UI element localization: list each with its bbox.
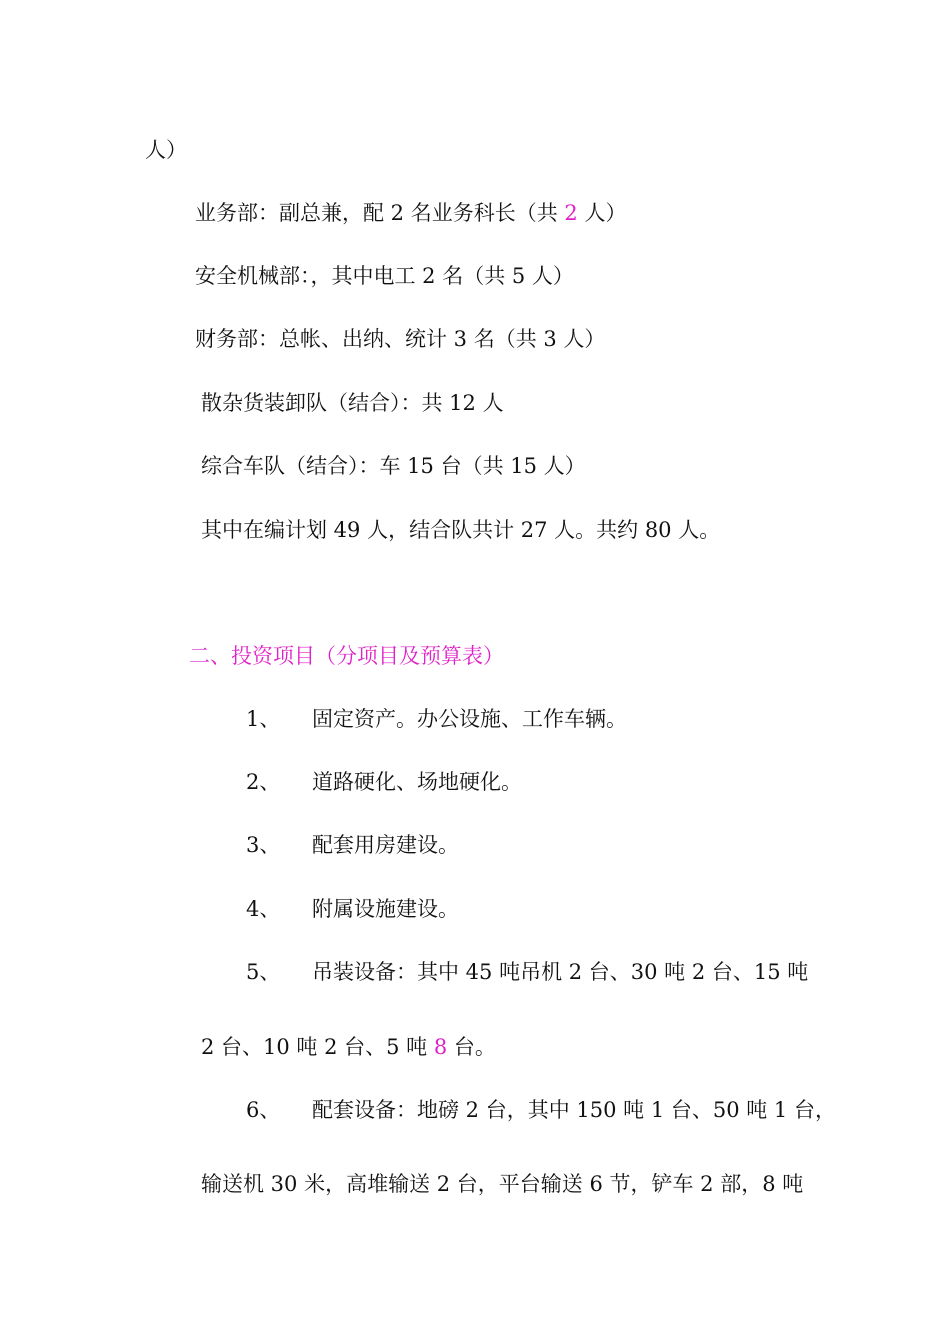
business-dept-line xyxy=(195,199,626,227)
list-item-text: 道路硬化、场地硬化。 xyxy=(312,770,522,794)
list-item-text: 吊装设备：其中 45 吨吊机 2 台、30 吨 2 台、15 吨 xyxy=(312,960,809,984)
continued-line xyxy=(145,136,187,164)
fleet-text: 综合车队（结合）：车 15 台（共 15 人） xyxy=(201,454,586,478)
list-item-continuation xyxy=(201,1033,496,1061)
section-heading xyxy=(189,642,504,670)
continued-text: 人） xyxy=(145,138,187,162)
list-item xyxy=(246,768,522,796)
list-item xyxy=(246,1096,836,1124)
list-item xyxy=(246,705,627,733)
list-item-number: 3、 xyxy=(246,833,281,857)
list-item-continuation xyxy=(201,1170,803,1198)
list-item-number: 4、 xyxy=(246,897,281,921)
staff-total-line xyxy=(201,516,720,544)
list-item xyxy=(246,958,808,986)
list-item-text: 固定资产。办公设施、工作车辆。 xyxy=(312,707,627,731)
staff-total-text: 其中在编计划 49 人，结合队共计 27 人。共约 80 人。 xyxy=(201,518,721,542)
list-item-text: 配套设备：地磅 2 台，其中 150 吨 1 台、50 吨 1 台， xyxy=(312,1098,836,1122)
section-heading-text: 二、投资项目（分项目及预算表） xyxy=(189,644,504,668)
fleet-line xyxy=(201,452,586,480)
list-item-text: 配套用房建设。 xyxy=(312,833,459,857)
list-item-number: 1、 xyxy=(246,707,281,731)
finance-dept-text: 财务部：总帐、出纳、统计 3 名（共 3 人） xyxy=(195,327,606,351)
item5-cont-count: 8 xyxy=(433,1035,448,1059)
list-item-number: 2、 xyxy=(246,770,281,794)
business-dept-text: 业务部：副总兼，配 2 名业务科长（共 xyxy=(195,201,565,225)
list-item-number: 5、 xyxy=(246,960,281,984)
loading-team-line xyxy=(201,389,504,417)
business-dept-count: 2 xyxy=(564,201,578,225)
safety-dept-line xyxy=(195,262,574,290)
list-item-number: 6、 xyxy=(246,1098,281,1122)
item5-cont-text: 2 台、10 吨 2 台、5 吨 xyxy=(201,1035,434,1059)
business-dept-suffix: 人） xyxy=(577,201,627,225)
list-item xyxy=(246,831,459,859)
item6-cont-text: 输送机 30 米，高堆输送 2 台，平台输送 6 节，铲车 2 部，8 吨 xyxy=(201,1172,804,1196)
list-item xyxy=(246,895,459,923)
loading-team-text: 散杂货装卸队（结合）：共 12 人 xyxy=(201,391,504,415)
safety-dept-text: 安全机械部：，其中电工 2 名（共 5 人） xyxy=(195,264,574,288)
list-item-text: 附属设施建设。 xyxy=(312,897,459,921)
item5-cont-suffix: 台。 xyxy=(447,1035,496,1059)
finance-dept-line xyxy=(195,325,605,353)
